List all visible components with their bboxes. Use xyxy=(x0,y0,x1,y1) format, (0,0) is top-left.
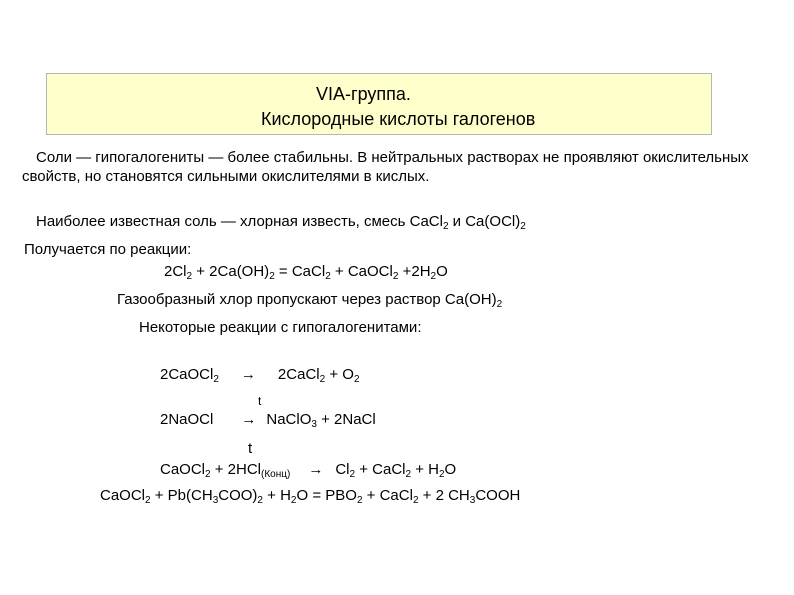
arrow-icon: → xyxy=(241,411,257,428)
gas-note: Газообразный хлор пропускают через раствор $Ca(OH)_2$ xyxy=(117,291,503,310)
temperature-mark-2: t xyxy=(248,440,253,457)
reaction-2: 2NaOCl → NaClO$_3$ + 2NaCl xyxy=(160,411,376,430)
obtained-label: Получается по реакции: xyxy=(24,241,192,258)
paragraph-bleach: Наиболее известная соль — хлорная известь, смесь CaCl$_2$ и $Ca(OCl)_2$ xyxy=(36,213,526,232)
arrow-icon: → xyxy=(240,366,256,383)
reaction-1: 2CaOCl$_2$ → 2CaCl$_2$ + $O_2$ xyxy=(160,366,360,385)
arrow-icon: → xyxy=(308,461,324,478)
some-reactions-label: Некоторые реакции с гипогалогенитами: xyxy=(139,319,422,336)
reaction-main: $2Cl_2 + 2Ca(OH)_2$ = CaCl$_2$ + CaOCl$_2$ $+2H_2O$ xyxy=(164,263,448,282)
title-box xyxy=(46,73,712,135)
reaction-3: CaOCl$_2$ + $2HCl_{(Конц)} \to Cl_2$ + CaCl$_2$ + $H_2O$ xyxy=(160,461,457,480)
temperature-mark-1: t xyxy=(258,394,262,408)
paragraph-salts-text: Соли — гипогалогениты — более стабильны. В нейтральных растворах не проявляют окислительных свойств, но становятся сильными окислителями в кислых. xyxy=(22,149,749,185)
title-line-1: VIA-группа. xyxy=(316,84,411,104)
reaction-4: CaOCl$_2$ + $Pb(CH_3COO)_2 + H_2O = PBO_2$ + CaCl$_2$ + 2 $CH_3COOH$ xyxy=(100,487,521,506)
paragraph-salts xyxy=(22,148,762,186)
title-line-2: Кислородные кислоты галогенов xyxy=(261,109,536,129)
